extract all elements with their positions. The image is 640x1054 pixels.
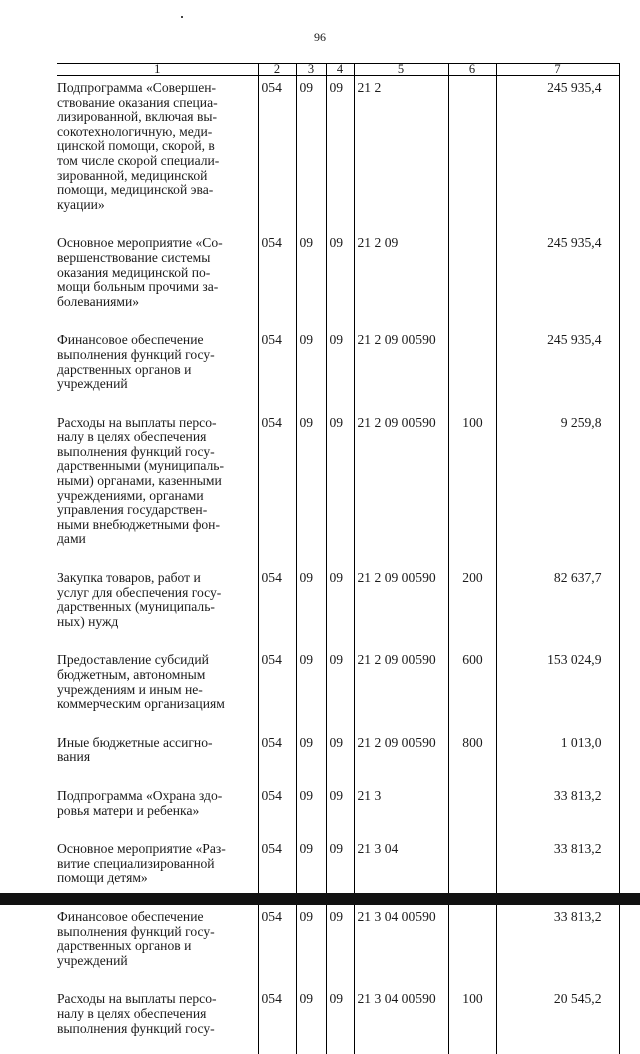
row-name: Расходы на выплаты персо- налу в целях обеспечения выполнения функций госу- xyxy=(57,991,217,1036)
expense-type-code: 100 xyxy=(448,986,496,1054)
target-article-code: 21 3 04 xyxy=(354,836,448,904)
target-article-code: 21 2 09 00590 xyxy=(354,327,448,409)
ministry-code: 054 xyxy=(258,986,296,1054)
section-code: 09 xyxy=(296,836,326,904)
table-row xyxy=(57,230,619,327)
target-article-code: 21 2 09 00590 xyxy=(354,565,448,647)
expense-type-code xyxy=(448,904,496,986)
expense-type-code: 800 xyxy=(448,730,496,783)
row-name: Закупка товаров, работ и услуг для обеспечения госу- дарственных (муниципаль- ных) нужд xyxy=(57,570,222,629)
subsection-code: 09 xyxy=(326,230,354,327)
header-col-7: 7 xyxy=(496,64,619,76)
ministry-code: 054 xyxy=(258,783,296,836)
subsection-code: 09 xyxy=(326,730,354,783)
row-name: Основное мероприятие «Со- вершенствование системы оказания медицинской по- мощи больным прочими за- болеваниями» xyxy=(57,235,223,309)
ministry-code: 054 xyxy=(258,904,296,986)
subsection-code: 09 xyxy=(326,647,354,729)
table-row xyxy=(57,730,619,783)
ministry-code: 054 xyxy=(258,230,296,327)
subsection-code: 09 xyxy=(326,836,354,904)
amount: 245 935,4 xyxy=(496,230,619,327)
amount: 245 935,4 xyxy=(496,76,619,231)
table-row xyxy=(57,565,619,647)
ministry-code: 054 xyxy=(258,730,296,783)
ministry-code: 054 xyxy=(258,410,296,565)
expense-type-code xyxy=(448,783,496,836)
row-name: Иные бюджетные ассигно- вания xyxy=(57,734,213,765)
target-article-code: 21 2 xyxy=(354,76,448,231)
target-article-code: 21 2 09 xyxy=(354,230,448,327)
table-row xyxy=(57,647,619,729)
table-row xyxy=(57,327,619,409)
target-article-code: 21 2 09 00590 xyxy=(354,647,448,729)
table-row xyxy=(57,904,619,986)
scan-edge xyxy=(0,893,640,905)
subsection-code: 09 xyxy=(326,565,354,647)
ministry-code: 054 xyxy=(258,647,296,729)
header-col-2: 2 xyxy=(258,64,296,76)
subsection-code: 09 xyxy=(326,76,354,231)
row-name: Подпрограмма «Совершен- ствование оказания специа- лизированной, включая вы- сокотехнологичную, меди- цинской помощи, скорой, в том числе скорой специали- зированной, медицинской помощи, медицинской эва- куации» xyxy=(57,80,220,212)
ministry-code: 054 xyxy=(258,836,296,904)
section-code: 09 xyxy=(296,76,326,231)
amount: 33 813,2 xyxy=(496,836,619,904)
table-row xyxy=(57,783,619,836)
amount: 245 935,4 xyxy=(496,327,619,409)
row-name: Расходы на выплаты персо- налу в целях обеспечения выполнения функций госу- дарственными (муниципаль- ными) органами, казенными учреждениями, органами управления государствен- ными внебюджетными фон- дами xyxy=(57,414,225,547)
expense-type-code xyxy=(448,76,496,231)
subsection-code: 09 xyxy=(326,986,354,1054)
section-code: 09 xyxy=(296,647,326,729)
section-code: 09 xyxy=(296,410,326,565)
target-article-code: 21 3 04 00590 xyxy=(354,904,448,986)
row-name: Основное мероприятие «Раз- витие специализированной помощи детям» xyxy=(57,841,226,886)
section-code: 09 xyxy=(296,986,326,1054)
target-article-code: 21 2 09 00590 xyxy=(354,730,448,783)
expense-type-code xyxy=(448,327,496,409)
amount: 153 024,9 xyxy=(496,647,619,729)
row-name: Подпрограмма «Охрана здо- ровья матери и ребенка» xyxy=(57,787,223,818)
subsection-code: 09 xyxy=(326,327,354,409)
section-code: 09 xyxy=(296,904,326,986)
section-code: 09 xyxy=(296,230,326,327)
amount: 20 545,2 xyxy=(496,986,619,1054)
expense-type-code xyxy=(448,230,496,327)
ministry-code: 054 xyxy=(258,76,296,231)
header-col-4: 4 xyxy=(326,64,354,76)
row-name: Предоставление субсидий бюджетным, автономным учреждениям и иным не- коммерческим организациям xyxy=(57,652,225,712)
page-number: 96 xyxy=(314,30,326,44)
section-code: 09 xyxy=(296,327,326,409)
amount: 33 813,2 xyxy=(496,783,619,836)
subsection-code: 09 xyxy=(326,783,354,836)
expense-type-code: 100 xyxy=(448,410,496,565)
table-row xyxy=(57,986,619,1054)
amount: 1 013,0 xyxy=(496,730,619,783)
row-name: Финансовое обеспечение выполнения функций госу- дарственных органов и учреждений xyxy=(57,332,215,392)
section-code: 09 xyxy=(296,730,326,783)
section-code: 09 xyxy=(296,565,326,647)
header-col-3: 3 xyxy=(296,64,326,76)
expense-type-code: 200 xyxy=(448,565,496,647)
budget-table xyxy=(57,63,620,1054)
section-code: 09 xyxy=(296,783,326,836)
ministry-code: 054 xyxy=(258,565,296,647)
amount: 9 259,8 xyxy=(496,410,619,565)
subsection-code: 09 xyxy=(326,904,354,986)
header-col-1: 1 xyxy=(57,64,258,76)
row-name: Финансовое обеспечение выполнения функций госу- дарственных органов и учреждений xyxy=(57,908,215,968)
header-row xyxy=(57,64,619,76)
ministry-code: 054 xyxy=(258,327,296,409)
target-article-code: 21 2 09 00590 xyxy=(354,410,448,565)
table-row xyxy=(57,410,619,565)
table-row xyxy=(57,76,619,231)
scan-speck xyxy=(181,16,183,18)
amount: 33 813,2 xyxy=(496,904,619,986)
amount: 82 637,7 xyxy=(496,565,619,647)
header-col-5: 5 xyxy=(354,64,448,76)
subsection-code: 09 xyxy=(326,410,354,565)
target-article-code: 21 3 xyxy=(354,783,448,836)
expense-type-code: 600 xyxy=(448,647,496,729)
header-col-6: 6 xyxy=(448,64,496,76)
target-article-code: 21 3 04 00590 xyxy=(354,986,448,1054)
